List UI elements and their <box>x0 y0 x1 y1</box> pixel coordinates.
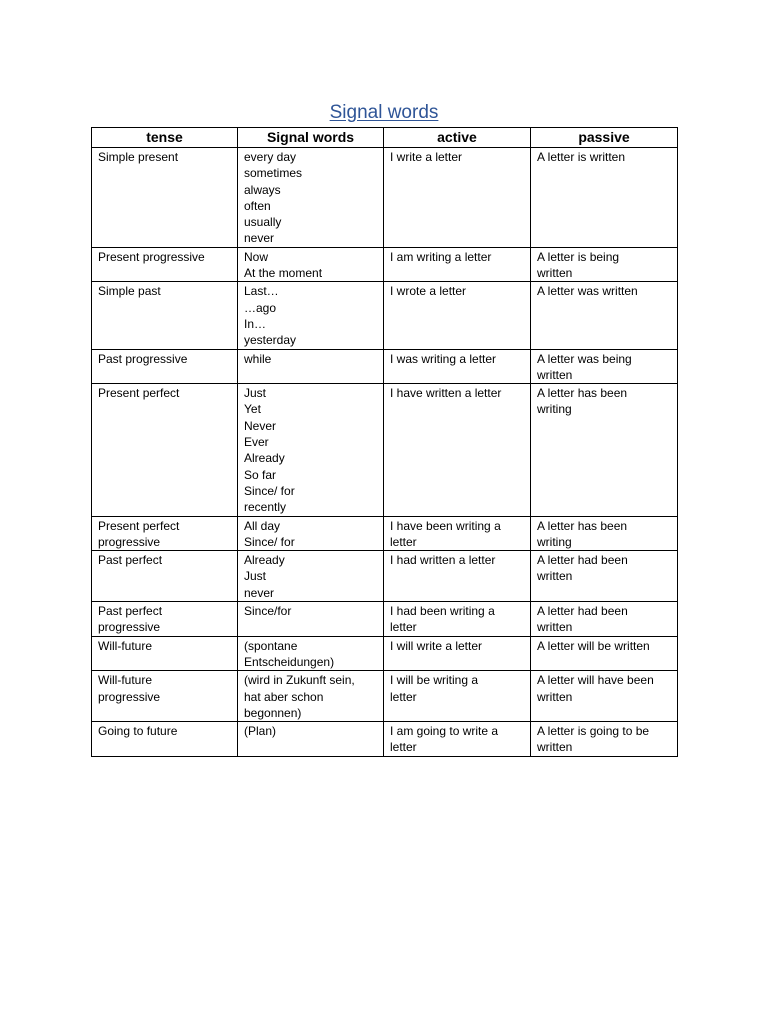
document-title: Signal words <box>329 102 439 123</box>
table-row <box>92 551 678 602</box>
cell-line: Since/for <box>244 604 292 619</box>
signal-words-cell <box>238 247 384 282</box>
cell-line: Present perfect <box>98 386 180 401</box>
cell-line: I have been writing a <box>390 518 501 533</box>
active-cell <box>384 349 531 384</box>
cell-line: So far <box>244 467 277 482</box>
cell-line: often <box>244 198 271 213</box>
cell-line: (spontane <box>244 638 298 653</box>
cell-line: A letter has been <box>537 518 628 533</box>
cell-line: Now <box>244 249 269 264</box>
cell-line: Since/ for <box>244 534 295 549</box>
cell-line: Simple past <box>98 284 161 299</box>
cell-line: while <box>244 351 272 366</box>
cell-line: Already <box>244 553 285 568</box>
passive-cell <box>531 247 678 282</box>
cell-line: At the moment <box>244 266 323 281</box>
tense-cell <box>92 349 238 384</box>
cell-line: always <box>244 182 281 197</box>
cell-line: never <box>244 585 275 600</box>
passive-cell <box>531 349 678 384</box>
table-row <box>92 384 678 516</box>
passive-cell <box>531 516 678 551</box>
cell-line: A letter had been <box>537 604 628 619</box>
cell-line: I wrote a letter <box>390 284 467 299</box>
passive-cell <box>531 722 678 757</box>
cell-line: Present perfect <box>98 518 180 533</box>
active-cell <box>384 247 531 282</box>
cell-line: I had been writing a <box>390 604 495 619</box>
cell-line: Never <box>244 418 277 433</box>
cell-line: Already <box>244 451 285 466</box>
cell-line: recently <box>244 500 287 515</box>
cell-line: Going to future <box>98 724 178 739</box>
passive-cell <box>531 636 678 671</box>
tense-cell <box>92 551 238 602</box>
cell-line: A letter is going to be <box>537 724 650 739</box>
active-cell <box>384 516 531 551</box>
signal-words-cell <box>238 384 384 516</box>
table-row <box>92 148 678 248</box>
cell-line: Past progressive <box>98 351 188 366</box>
cell-line: (wird in Zukunft sein, <box>244 673 355 688</box>
passive-cell <box>531 148 678 248</box>
cell-line: letter <box>390 740 417 755</box>
table-header-row <box>92 128 678 148</box>
table-row <box>92 282 678 349</box>
signal-words-cell <box>238 722 384 757</box>
tense-cell <box>92 148 238 248</box>
cell-line: I will write a letter <box>390 638 483 653</box>
tense-cell <box>92 602 238 637</box>
cell-line: progressive <box>98 534 161 549</box>
active-cell <box>384 384 531 516</box>
passive-cell <box>531 602 678 637</box>
cell-line: never <box>244 231 275 246</box>
tense-cell <box>92 247 238 282</box>
cell-line: (Plan) <box>244 724 277 739</box>
cell-line: written <box>537 740 573 755</box>
table-row <box>92 349 678 384</box>
active-cell <box>384 636 531 671</box>
passive-cell <box>531 671 678 722</box>
active-cell <box>384 551 531 602</box>
table-row <box>92 247 678 282</box>
cell-line: usually <box>244 215 282 230</box>
signal-words-cell <box>238 602 384 637</box>
cell-line: written <box>537 569 573 584</box>
signal-words-cell <box>238 282 384 349</box>
cell-line: yesterday <box>244 333 297 348</box>
signal-words-cell <box>238 148 384 248</box>
header-passive: passive <box>531 128 678 148</box>
cell-line: I am writing a letter <box>390 249 492 264</box>
cell-line: letter <box>390 689 417 704</box>
cell-line: All day <box>244 518 281 533</box>
table-row <box>92 722 678 757</box>
header-signal-words: Signal words <box>238 128 384 148</box>
tense-cell <box>92 636 238 671</box>
cell-line: I am going to write a <box>390 724 499 739</box>
cell-line: writing <box>537 402 572 417</box>
signal-words-cell <box>238 636 384 671</box>
header-tense: tense <box>92 128 238 148</box>
cell-line: letter <box>390 534 417 549</box>
cell-line: A letter has been <box>537 386 628 401</box>
cell-line: A letter is written <box>537 150 626 164</box>
table-row <box>92 516 678 551</box>
passive-cell <box>531 282 678 349</box>
signal-words-table <box>91 127 678 757</box>
tense-cell <box>92 282 238 349</box>
active-cell <box>384 671 531 722</box>
cell-line: begonnen) <box>244 705 302 720</box>
passive-cell <box>531 551 678 602</box>
cell-line: I will be writing a <box>390 673 479 688</box>
cell-line: I had written a letter <box>390 553 496 568</box>
signal-words-cell <box>238 516 384 551</box>
tense-cell <box>92 384 238 516</box>
cell-line: Present progressive <box>98 249 205 264</box>
active-cell <box>384 282 531 349</box>
active-cell <box>384 602 531 637</box>
cell-line: Past perfect <box>98 604 163 619</box>
cell-line: A letter was written <box>537 284 638 299</box>
cell-line: hat aber schon <box>244 689 324 704</box>
signal-words-cell <box>238 671 384 722</box>
cell-line: Will-future <box>98 638 153 653</box>
tense-cell <box>92 671 238 722</box>
cell-line: written <box>537 689 573 704</box>
cell-line: Just <box>244 569 267 584</box>
cell-line: Past perfect <box>98 553 163 568</box>
cell-line: A letter was being <box>537 351 632 366</box>
cell-line: progressive <box>98 689 161 704</box>
cell-line: Ever <box>244 435 269 450</box>
table-row <box>92 636 678 671</box>
cell-line: written <box>537 367 573 382</box>
cell-line: writing <box>537 534 572 549</box>
cell-line: A letter had been <box>537 553 628 568</box>
cell-line: every day <box>244 150 297 164</box>
tense-cell <box>92 722 238 757</box>
cell-line: sometimes <box>244 166 303 181</box>
cell-line: A letter will have been <box>537 673 654 688</box>
cell-line: letter <box>390 620 417 635</box>
cell-line: Entscheidungen) <box>244 654 335 669</box>
cell-line: Will-future <box>98 673 153 688</box>
table-row <box>92 602 678 637</box>
cell-line: Since/ for <box>244 483 295 498</box>
active-cell <box>384 722 531 757</box>
active-cell <box>384 148 531 248</box>
table-row <box>92 671 678 722</box>
cell-line: Just <box>244 386 267 401</box>
signal-words-cell <box>238 349 384 384</box>
header-active: active <box>384 128 531 148</box>
cell-line: I have written a letter <box>390 386 502 401</box>
tense-cell <box>92 516 238 551</box>
cell-line: Last… <box>244 284 279 299</box>
cell-line: written <box>537 620 573 635</box>
cell-line: written <box>537 266 573 281</box>
cell-line: I write a letter <box>390 150 463 164</box>
cell-line: progressive <box>98 620 161 635</box>
cell-line: A letter is being <box>537 249 620 264</box>
cell-line: Simple present <box>98 150 179 164</box>
cell-line: In… <box>244 316 267 331</box>
passive-cell <box>531 384 678 516</box>
cell-line: A letter will be written <box>537 638 650 653</box>
table-body <box>92 148 678 757</box>
signal-words-cell <box>238 551 384 602</box>
cell-line: Yet <box>244 402 261 417</box>
cell-line: I was writing a letter <box>390 351 497 366</box>
cell-line: …ago <box>244 300 277 315</box>
